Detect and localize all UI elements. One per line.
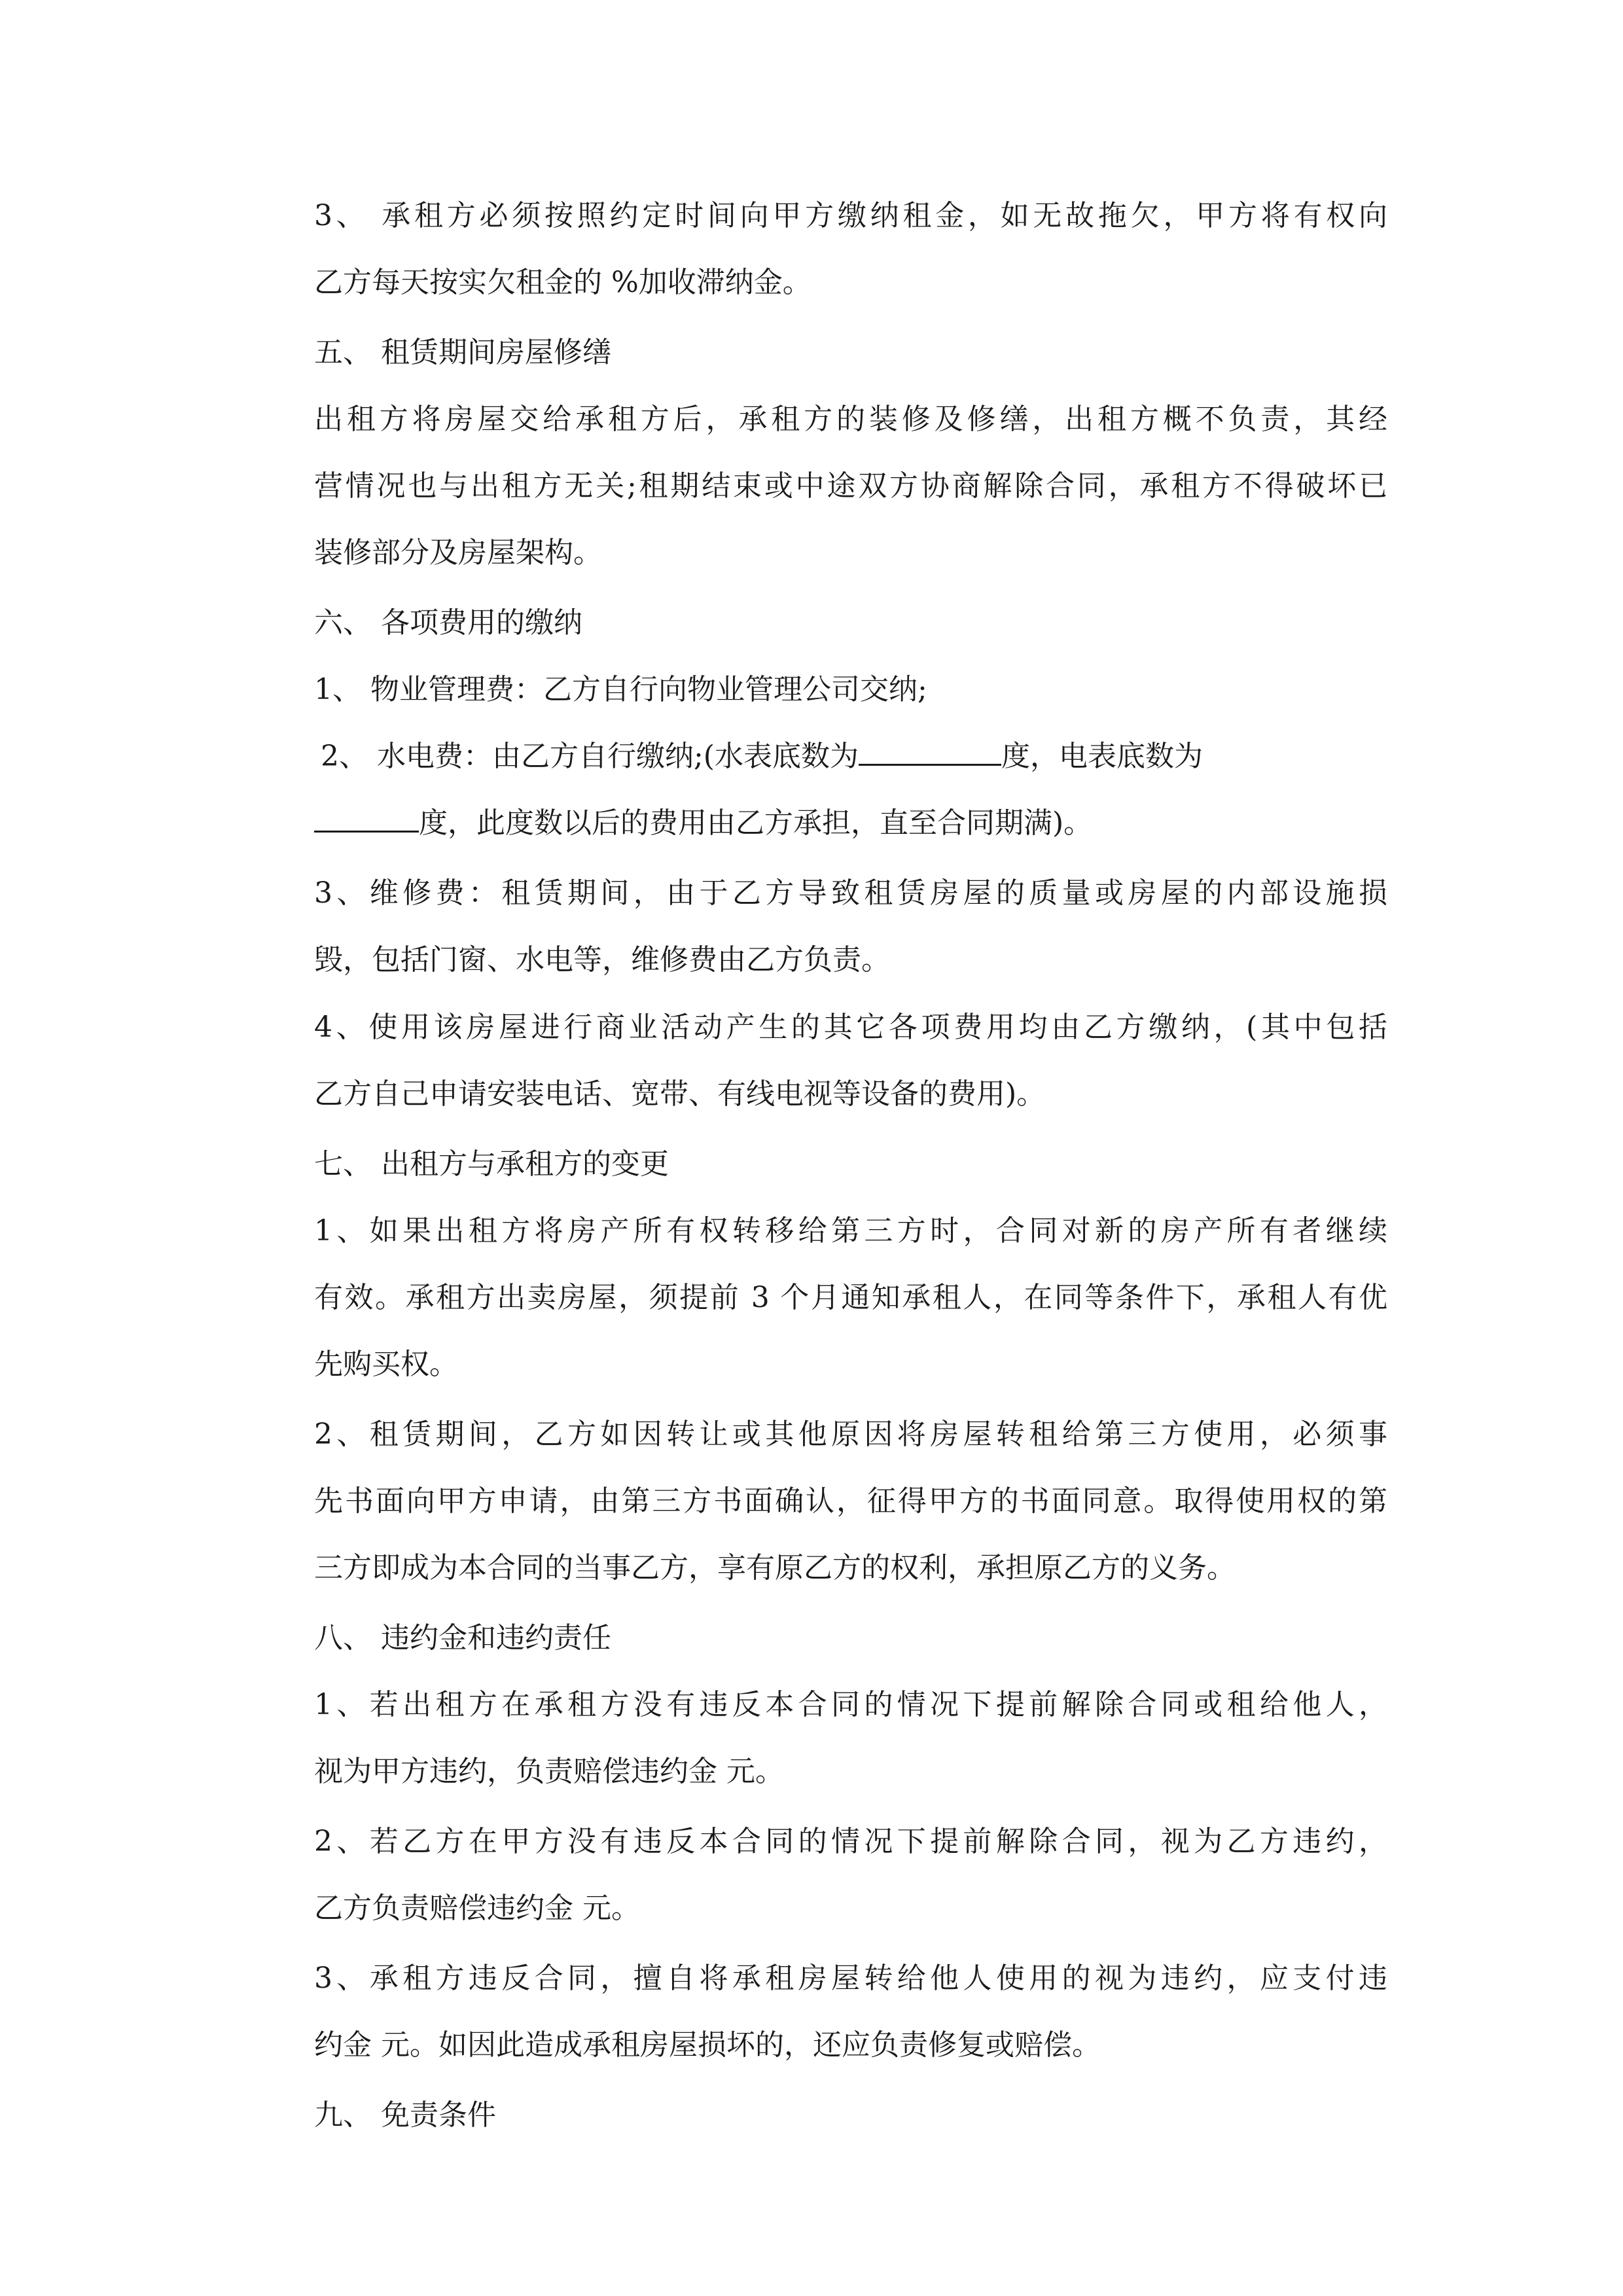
- clause-7-2-line-3: 三方即成为本合同的当事乙方，享有原乙方的权利，承担原乙方的义务。: [314, 1551, 1236, 1585]
- clause-8-2-line-2: 乙方负责赔偿违约金 元。: [314, 1892, 640, 1925]
- clause-8-3-line-2: 约金 元。如因此造成承租房屋损坏的，还应负责修复或赔偿。: [314, 2028, 1101, 2062]
- clause-4-3-line-1: 3、 承租方必须按照约定时间向甲方缴纳租金，如无故拖欠，甲方将有权向: [314, 199, 1387, 232]
- clause-8-1-line-2: 视为甲方违约，负责赔偿违约金 元。: [314, 1755, 784, 1788]
- clause-6-3-line-2: 毁，包括门窗、水电等，维修费由乙方负责。: [314, 943, 890, 977]
- clause-8-1-line-1: 1、若出租方在承租方没有违反本合同的情况下提前解除合同或租给他人，: [314, 1688, 1387, 1721]
- clause-6-1: 1、 物业管理费：乙方自行向物业管理公司交纳;: [314, 673, 927, 706]
- clause-7-1-line-2: 有效。承租方出卖房屋，须提前 3 个月通知承租人，在同等条件下，承租人有优: [314, 1281, 1387, 1314]
- water-meter-blank: [859, 738, 1001, 766]
- clause-6-4-line-1: 4、使用该房屋进行商业活动产生的其它各项费用均由乙方缴纳，(其中包括: [314, 1011, 1387, 1044]
- clause-6-2-line-2: [314, 804, 1092, 843]
- section-9-heading: 九、 免责条件: [314, 2098, 496, 2132]
- clause-8-2-line-1: 2、若乙方在甲方没有违反本合同的情况下提前解除合同，视为乙方违约，: [314, 1825, 1387, 1858]
- clause-7-2-line-1: 2、租赁期间，乙方如因转让或其他原因将房屋转租给第三方使用，必须事: [314, 1418, 1387, 1451]
- clause-7-2-line-2: 先书面向甲方申请，由第三方书面确认，征得甲方的书面同意。取得使用权的第: [314, 1484, 1387, 1518]
- section-5-line-3: 装修部分及房屋架构。: [314, 536, 602, 569]
- section-5-line-2: 营情况也与出租方无关;租期结束或中途双方协商解除合同，承租方不得破坏已: [314, 469, 1387, 503]
- section-6-heading: 六、 各项费用的缴纳: [314, 606, 582, 639]
- clause-7-1-line-3: 先购买权。: [314, 1348, 458, 1381]
- section-7-heading: 七、 出租方与承租方的变更: [314, 1147, 669, 1181]
- section-8-heading: 八、 违约金和违约责任: [314, 1621, 611, 1655]
- electric-meter-blank: [314, 804, 419, 833]
- clause-6-2-electric-label: 度，电表底数为: [1001, 740, 1203, 773]
- clause-6-2-line-2-text: 度，此度数以后的费用由乙方承担，直至合同期满)。: [419, 806, 1093, 840]
- clause-4-3-line-2: 乙方每天按实欠租金的 %加收滞纳金。: [314, 266, 812, 299]
- clause-6-4-line-2: 乙方自己申请安装电话、宽带、有线电视等设备的费用)。: [314, 1077, 1046, 1111]
- clause-7-1-line-1: 1、如果出租方将房产所有权转移给第三方时，合同对新的房产所有者继续: [314, 1214, 1387, 1247]
- section-5-heading: 五、 租赁期间房屋修缮: [314, 336, 611, 369]
- clause-6-3-line-1: 3、维修费：租赁期间，由于乙方导致租赁房屋的质量或房屋的内部设施损: [314, 876, 1387, 910]
- clause-8-3-line-1: 3、承租方违反合同，擅自将承租房屋转给他人使用的视为违约，应支付违: [314, 1962, 1387, 1995]
- clause-6-2-line-1: [321, 737, 1203, 776]
- section-5-line-1: 出租方将房屋交给承租方后，承租方的装修及修缮，出租方概不负责，其经: [314, 403, 1387, 436]
- clause-6-2-water-label: 2、 水电费：由乙方自行缴纳;(水表底数为: [321, 740, 859, 773]
